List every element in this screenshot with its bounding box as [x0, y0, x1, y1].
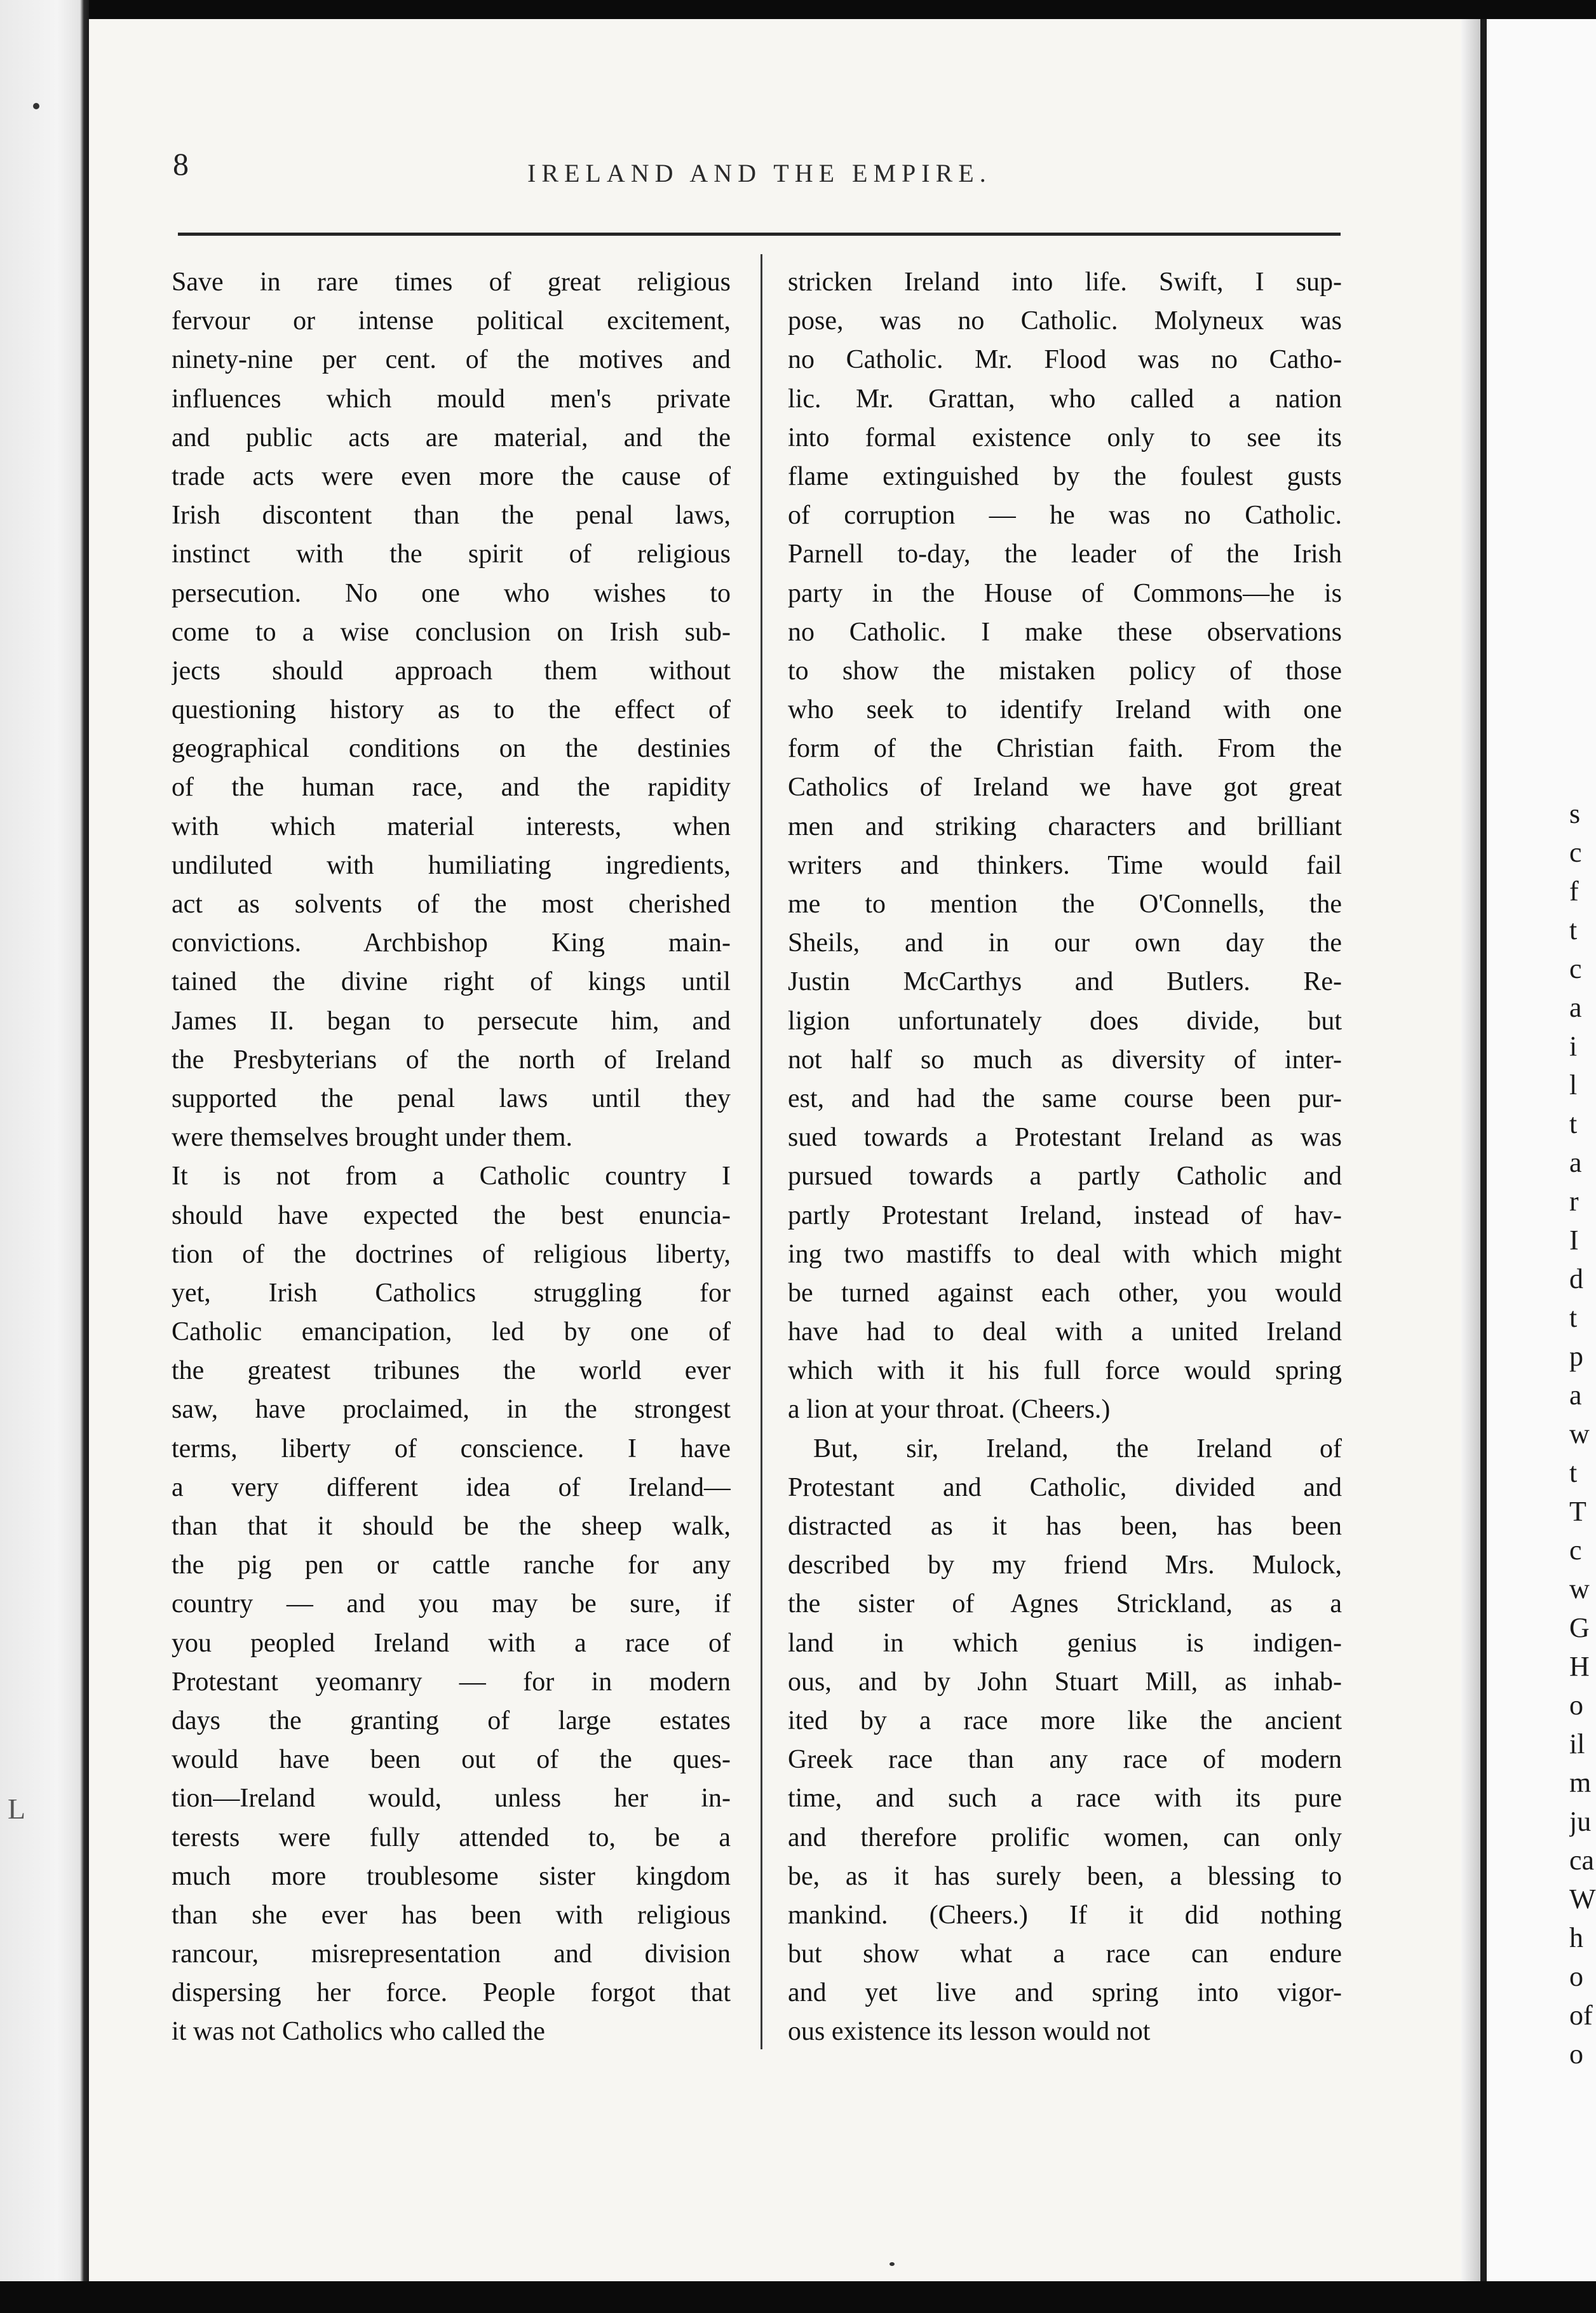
text-line: land in which genius is indigen-	[788, 1628, 1342, 1658]
text-line: distracted as it has been, has been	[788, 1512, 1342, 1541]
text-line: country — and you may be sure, if	[172, 1589, 731, 1619]
edge-fragment: s	[1569, 798, 1581, 829]
text-line: Catholic emancipation, led by one of	[172, 1317, 731, 1347]
text-line: party in the House of Commons—he is	[788, 578, 1342, 608]
text-line: the greatest tribunes the world ever	[172, 1356, 731, 1386]
text-line: yet, Irish Catholics struggling for	[172, 1278, 731, 1308]
text-line: which with it his full force would spring	[788, 1356, 1342, 1386]
edge-fragment: o	[1569, 1690, 1583, 1721]
text-line: Protestant and Catholic, divided and	[788, 1472, 1342, 1502]
text-line: influences which mould men's private	[172, 384, 731, 414]
page-number: 8	[173, 146, 189, 182]
text-line: tion—Ireland would, unless her in-	[172, 1784, 731, 1814]
edge-fragment: a	[1569, 992, 1582, 1023]
text-line: be, as it has surely been, a blessing to	[788, 1861, 1342, 1891]
text-line: the Presbyterians of the north of Ireland	[172, 1045, 731, 1075]
text-line: of corruption — he was no Catholic.	[788, 501, 1342, 531]
text-line: with which material interests, when	[172, 811, 731, 841]
edge-fragment: f	[1569, 876, 1579, 907]
text-line: have had to deal with a united Ireland	[788, 1317, 1342, 1347]
edge-fragment: c	[1569, 837, 1582, 868]
text-line: geographical conditions on the destinies	[172, 734, 731, 764]
text-line: time, and such a race with its pure	[788, 1784, 1342, 1814]
text-line: ited by a race more like the ancient	[788, 1706, 1342, 1735]
text-line: the pig pen or cattle ranche for any	[172, 1550, 731, 1580]
running-head: IRELAND AND THE EMPIRE.	[527, 159, 992, 187]
text-line: you peopled Ireland with a race of	[172, 1628, 731, 1658]
edge-fragment: ca	[1569, 1845, 1595, 1876]
right-text-column	[788, 263, 1342, 2052]
text-line: It is not from a Catholic country I	[172, 1162, 731, 1191]
text-line: trade acts were even more the cause of	[172, 461, 731, 491]
edge-fragment: G	[1569, 1612, 1590, 1643]
text-line: Protestant yeomanry — for in modern	[172, 1667, 731, 1697]
text-line: men and striking characters and brilliant	[788, 811, 1342, 841]
facing-page-edge-text	[1569, 794, 1596, 2129]
text-line: me to mention the O'Connells, the	[788, 890, 1342, 919]
text-line: not half so much as diversity of inter-	[788, 1045, 1342, 1075]
text-line: of the human race, and the rapidity	[172, 773, 731, 803]
text-line: questioning history as to the effect of	[172, 695, 731, 725]
text-line: rancour, misrepresentation and division	[172, 1939, 731, 1969]
text-line: and therefore prolific women, can only	[788, 1822, 1342, 1852]
dust-speck	[33, 103, 39, 109]
text-line: into formal existence only to see its	[788, 423, 1342, 452]
edge-fragment: I	[1569, 1224, 1579, 1256]
text-line: lic. Mr. Grattan, who called a nation	[788, 384, 1342, 414]
text-line: to show the mistaken policy of those	[788, 656, 1342, 686]
text-line: ligion unfortunately does divide, but	[788, 1006, 1342, 1036]
text-line: should have expected the best enuncia-	[172, 1200, 731, 1230]
text-line: convictions. Archbishop King main-	[172, 928, 731, 958]
book-gutter-rule	[1480, 19, 1487, 2281]
text-line: dispersing her force. People forgot that	[172, 1978, 731, 2008]
scan-border-top	[0, 0, 1596, 19]
edge-fragment: t	[1569, 1457, 1578, 1488]
text-line: than she ever has been with religious	[172, 1900, 731, 1930]
edge-fragment: i	[1569, 1031, 1578, 1062]
text-line: partly Protestant Ireland, instead of hav-	[788, 1200, 1342, 1230]
text-line: Sheils, and in our own day the	[788, 928, 1342, 958]
text-line: no Catholic. Mr. Flood was no Catho-	[788, 345, 1342, 375]
text-line: ous, and by John Stuart Mill, as inhab-	[788, 1667, 1342, 1697]
text-line: Save in rare times of great religious	[172, 268, 731, 297]
edge-fragment: t	[1569, 1108, 1578, 1139]
text-line: a lion at your throat. (Cheers.)	[788, 1395, 1111, 1425]
text-line: stricken Ireland into life. Swift, I sup-	[788, 268, 1342, 297]
gutter-mark: L	[8, 1793, 26, 1825]
edge-fragment: o	[1569, 1961, 1583, 1992]
text-line: est, and had the same course been pur-	[788, 1083, 1342, 1113]
dust-speck	[889, 2262, 895, 2266]
text-line: and yet live and spring into vigor-	[788, 1978, 1342, 2008]
text-line: pursued towards a partly Catholic and	[788, 1162, 1342, 1191]
edge-fragment: a	[1569, 1380, 1582, 1411]
edge-fragment: of	[1569, 2000, 1593, 2031]
text-line: form of the Christian faith. From the	[788, 734, 1342, 764]
text-line: James II. began to persecute him, and	[172, 1006, 731, 1036]
edge-fragment: w	[1569, 1418, 1590, 1449]
text-line: supported the penal laws until they	[172, 1083, 731, 1113]
scan-border-bottom	[0, 2281, 1596, 2313]
text-line: would have been out of the ques-	[172, 1745, 731, 1775]
edge-fragment: H	[1569, 1651, 1590, 1682]
text-line: terms, liberty of conscience. I have	[172, 1434, 731, 1463]
text-line: tained the divine right of kings until	[172, 967, 731, 997]
edge-fragment: p	[1569, 1341, 1583, 1372]
text-line: instinct with the spirit of religious	[172, 539, 731, 569]
text-line: described by my friend Mrs. Mulock,	[788, 1550, 1342, 1580]
edge-fragment: W	[1569, 1883, 1596, 1915]
edge-fragment: t	[1569, 1302, 1578, 1333]
text-line: no Catholic. I make these observations	[788, 617, 1342, 647]
scan-border-left	[0, 0, 89, 2313]
text-line: come to a wise conclusion on Irish sub-	[172, 617, 731, 647]
text-line: Irish discontent than the penal laws,	[172, 501, 731, 531]
text-line: flame extinguished by the foulest gusts	[788, 461, 1342, 491]
text-line: But, sir, Ireland, the Ireland of	[813, 1434, 1342, 1463]
book-gutter-shadow	[1461, 19, 1480, 2281]
edge-fragment: h	[1569, 1922, 1583, 1953]
text-line: days the granting of large estates	[172, 1706, 731, 1735]
edge-fragment: r	[1569, 1186, 1579, 1217]
text-line: fervour or intense political excitement,	[172, 306, 731, 336]
edge-fragment: w	[1569, 1573, 1590, 1604]
edge-fragment: ju	[1569, 1806, 1592, 1837]
edge-fragment: c	[1569, 953, 1582, 984]
edge-fragment: o	[1569, 2038, 1583, 2070]
edge-fragment: T	[1569, 1496, 1586, 1527]
text-line: ninety-nine per cent. of the motives and	[172, 345, 731, 375]
edge-fragment: d	[1569, 1263, 1583, 1294]
edge-fragment: l	[1569, 1069, 1578, 1101]
text-line: pose, was no Catholic. Molyneux was	[788, 306, 1342, 336]
text-line: a very different idea of Ireland—	[172, 1472, 731, 1502]
text-line: undiluted with humiliating ingredients,	[172, 850, 731, 880]
text-line: Catholics of Ireland we have got great	[788, 773, 1342, 803]
text-line: who seek to identify Ireland with one	[788, 695, 1342, 725]
text-line: but show what a race can endure	[788, 1939, 1342, 1969]
header-rule	[178, 233, 1341, 236]
edge-fragment: a	[1569, 1147, 1582, 1178]
text-line: sued towards a Protestant Ireland as was	[788, 1123, 1342, 1153]
text-line: tion of the doctrines of religious liberty,	[172, 1239, 731, 1269]
text-line: much more troublesome sister kingdom	[172, 1861, 731, 1891]
text-line: than that it should be the sheep walk,	[172, 1512, 731, 1541]
text-line: it was not Catholics who called the	[172, 2017, 545, 2047]
edge-fragment: m	[1569, 1767, 1592, 1798]
text-line: persecution. No one who wishes to	[172, 578, 731, 608]
edge-fragment: il	[1569, 1728, 1585, 1760]
edge-fragment: t	[1569, 914, 1578, 946]
text-line: jects should approach them without	[172, 656, 731, 686]
text-line: terests were fully attended to, be a	[172, 1822, 731, 1852]
text-line: writers and thinkers. Time would fail	[788, 850, 1342, 880]
text-line: Justin McCarthys and Butlers. Re-	[788, 967, 1342, 997]
text-line: Parnell to-day, the leader of the Irish	[788, 539, 1342, 569]
text-line: saw, have proclaimed, in the strongest	[172, 1395, 731, 1425]
text-line: were themselves brought under them.	[172, 1123, 572, 1153]
text-line: ous existence its lesson would not	[788, 2017, 1151, 2047]
text-line: Greek race than any race of modern	[788, 1745, 1342, 1775]
text-line: ing two mastiffs to deal with which might	[788, 1239, 1342, 1269]
text-line: mankind. (Cheers.) If it did nothing	[788, 1900, 1342, 1930]
text-line: be turned against each other, you would	[788, 1278, 1342, 1308]
edge-fragment: c	[1569, 1535, 1582, 1566]
text-line: and public acts are material, and the	[172, 423, 731, 452]
text-line: the sister of Agnes Strickland, as a	[788, 1589, 1342, 1619]
text-line: act as solvents of the most cherished	[172, 890, 731, 919]
column-divider	[761, 254, 762, 2049]
left-text-column	[172, 263, 731, 2052]
